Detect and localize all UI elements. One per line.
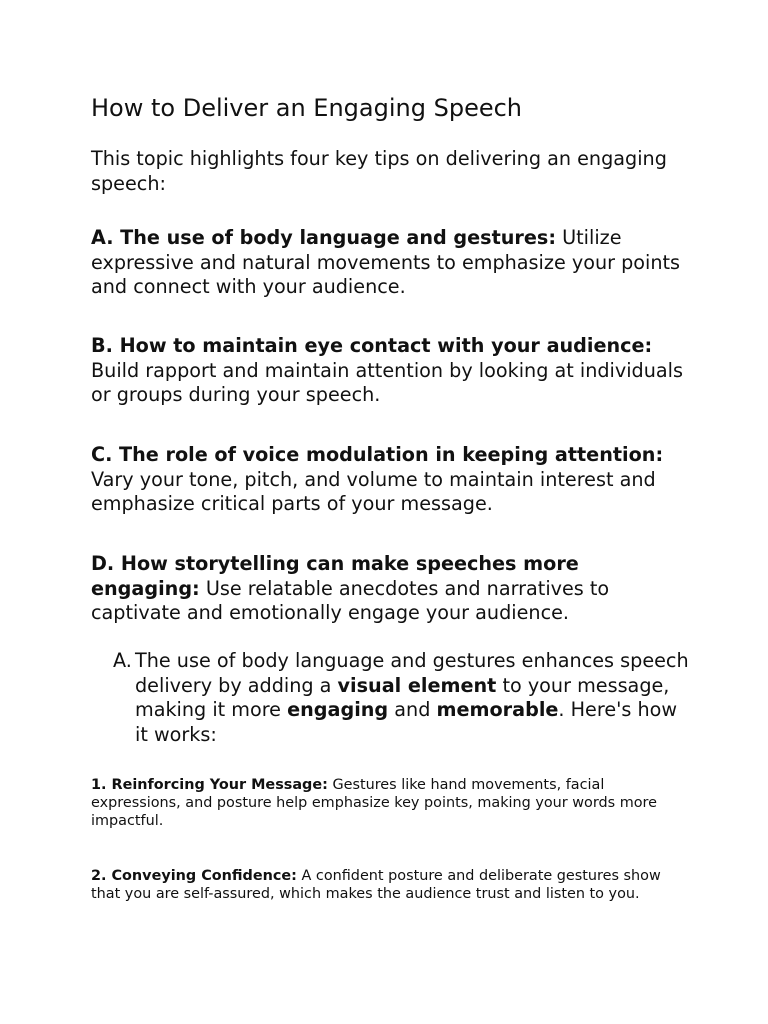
sub-list-bold-3: memorable <box>436 698 559 721</box>
tip-c-heading: C. The role of voice modulation in keeping attention: <box>91 443 664 466</box>
tip-c <box>91 443 691 517</box>
tip-b <box>91 334 691 408</box>
tip-b-heading: B. How to maintain eye contact with your audience: <box>91 334 653 357</box>
tip-b-text: Build rapport and maintain attention by looking at individuals or groups during your speech. <box>91 358 683 406</box>
sub-list-text-1: The use of body language and gestures enhances speech delivery by adding a <box>135 649 689 697</box>
point-2 <box>91 867 691 903</box>
point-1-text: Gestures like hand movements, facial expressions, and posture help emphasize key points, making your words more impactful. <box>91 777 658 830</box>
page-title: How to Deliver an Engaging Speech <box>91 94 523 122</box>
point-2-text: A confident posture and deliberate gestures show that you are self-assured, which makes the audience trust and listen to you. <box>91 868 661 903</box>
sub-list-body <box>135 649 693 747</box>
tip-c-text: Vary your tone, pitch, and volume to maintain interest and emphasize critical parts of your message. <box>91 467 656 515</box>
point-2-heading: 2. Conveying Confidence: <box>91 868 297 884</box>
point-1 <box>91 776 691 831</box>
sub-list-text-2: to your message, making it more <box>135 673 670 721</box>
tip-d-heading: D. How storytelling can make speeches more engaging: <box>91 552 579 600</box>
intro-paragraph: This topic highlights four key tips on delivering an engaging speech: <box>91 147 667 195</box>
tip-a-heading: A. The use of body language and gestures: <box>91 226 556 249</box>
tip-a <box>91 226 691 300</box>
tip-d-text: Use relatable anecdotes and narratives to captivate and emotionally engage your audience. <box>91 576 610 624</box>
tip-a-text: Utilize expressive and natural movements to emphasize your points and connect with your audience. <box>91 226 681 298</box>
sub-list-marker: A. <box>113 649 132 672</box>
sub-list-text-4: . Here's how it works: <box>135 698 678 746</box>
tip-d <box>91 552 691 626</box>
sub-list-item <box>113 649 693 747</box>
sub-list-bold-2: engaging <box>287 698 389 721</box>
point-1-heading: 1. Reinforcing Your Message: <box>91 777 328 793</box>
sub-list-bold-1: visual element <box>337 673 497 697</box>
sub-list-text-3: and <box>394 698 431 721</box>
